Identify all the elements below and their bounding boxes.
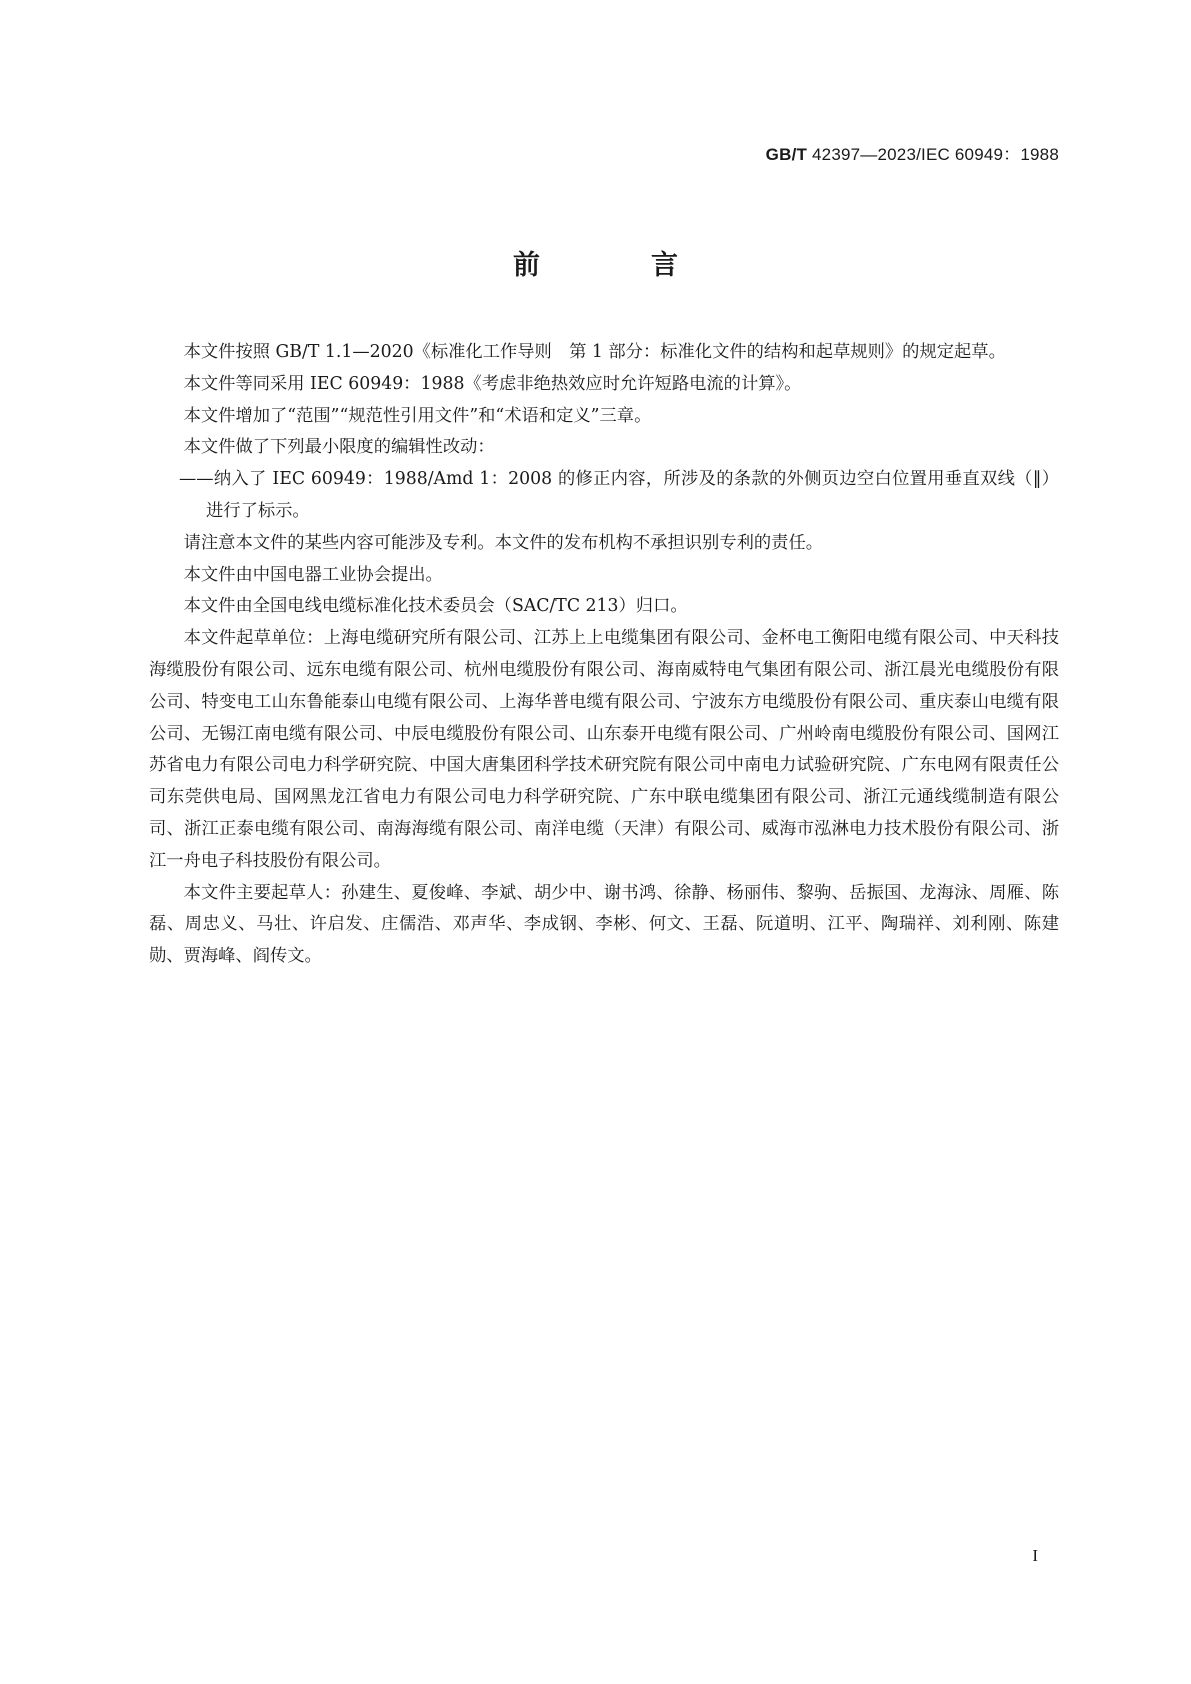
paragraph-responsible-committee: 本文件由全国电线电缆标准化技术委员会（SAC/TC 213）归口。: [183, 596, 688, 617]
standard-code: [766, 140, 1059, 165]
paragraph-patent-notice: 请注意本文件的某些内容可能涉及专利。本文件的发布机构不承担识别专利的责任。: [183, 532, 824, 553]
paragraph-added-chapters: 本文件增加了“范围”“规范性引用文件”和“术语和定义”三章。: [183, 405, 652, 426]
paragraph-editorial-changes: 本文件做了下列最小限度的编辑性改动：: [183, 437, 495, 458]
paragraph-equivalent-adoption: 本文件等同采用 IEC 60949：1988《考虑非绝热效应时允许短路电流的计算》。: [183, 373, 802, 394]
list-item-amendment: ——纳入了 IEC 60949：1988/Amd 1：2008 的修正内容，所涉及的条款的外侧页边空白位置用垂直双线（‖）进行了标示。: [179, 469, 1059, 521]
standard-code-number: 42397—2023/IEC 60949：1988: [807, 145, 1059, 164]
page-title: 前 言: [513, 250, 720, 281]
foreword-body: [149, 337, 1059, 973]
page-number: I: [1032, 1546, 1038, 1565]
paragraph-drafters: 本文件主要起草人：孙建生、夏俊峰、李斌、胡少中、谢书鸿、徐静、杨丽伟、黎驹、岳振国、龙海泳、周雁、陈磊、周忠义、马壮、许启发、庄儒浩、邓声华、李成钢、李彬、何文、王磊、阮道明、江平、陶瑞祥、刘利刚、陈建勋、贾海峰、阎传文。: [149, 882, 1059, 967]
paragraph-drafting-rules: 本文件按照 GB/T 1.1—2020《标准化工作导则 第 1 部分：标准化文件的结构和起草规则》的规定起草。: [183, 342, 1006, 362]
paragraph-drafting-organizations: 本文件起草单位：上海电缆研究所有限公司、江苏上上电缆集团有限公司、金杯电工衡阳电缆有限公司、中天科技海缆股份有限公司、远东电缆有限公司、杭州电缆股份有限公司、海南威特电气集团有限公司、浙江晨光电缆股份有限公司、特变电工山东鲁能泰山电缆有限公司、上海华普电缆有限公司、宁波东方电缆股份有限公司、重庆泰山电缆有限公司、无锡江南电缆有限公司、中辰电缆股份有限公司、山东泰开电缆有限公司、广州岭南电缆股份有限公司、国网江苏省电力有限公司电力科学研究院、中国大唐集团科学技术研究院有限公司中南电力试验研究院、广东电网有限责任公司东莞供电局、国网黑龙江省电力有限公司电力科学研究院、广东中联电缆集团有限公司、浙江元通线缆制造有限公司、浙江正泰电缆有限公司、南海海缆有限公司、南洋电缆（天津）有限公司、威海市泓淋电力技术股份有限公司、浙江一舟电子科技股份有限公司。: [149, 628, 1059, 871]
paragraph-proposer: 本文件由中国电器工业协会提出。: [183, 564, 443, 585]
standard-code-prefix: GB/T: [765, 145, 808, 164]
